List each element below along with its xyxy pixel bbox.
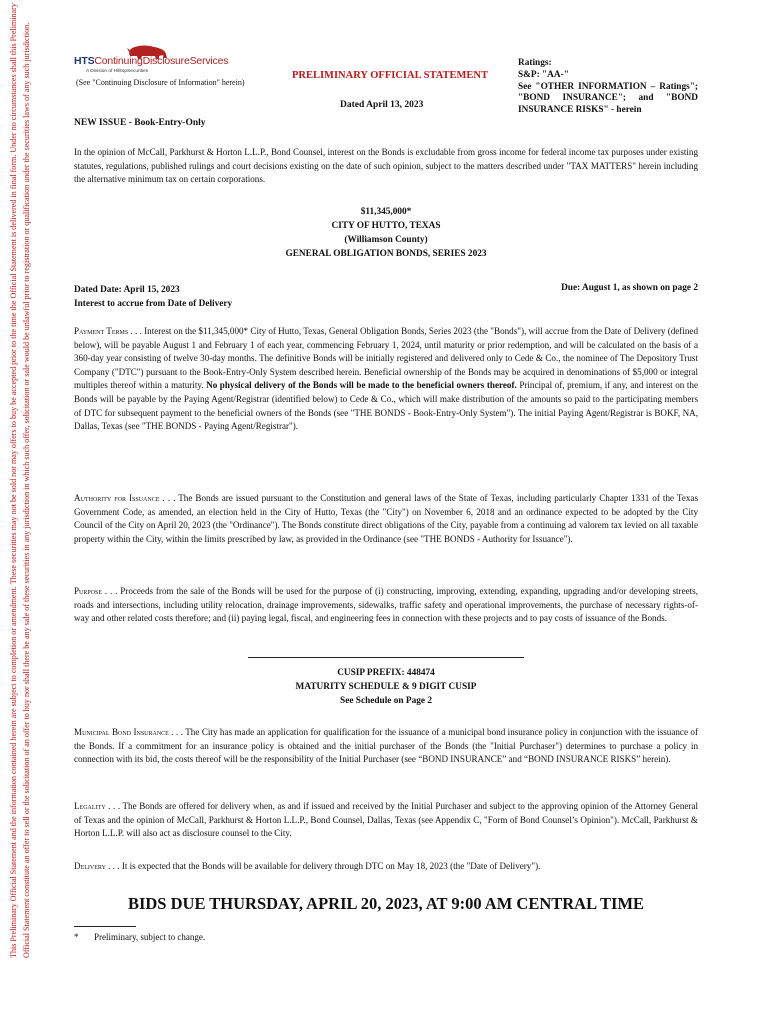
footnote-text: Preliminary, subject to change.: [94, 932, 206, 942]
authority-section: Authority for Issuance . . . The Bonds are issued pursuant to the Constitution and general laws of the State of Texas, including particularly Chapter 1331 of the Texas Government Code, as amended, an election held in the City of Hutto, Texas (the "City") on November 6, 2018 and an ordinance expected to be adopted by the City Council of the City on April 20, 2023 (the "Ordinance"). The Bonds constitute direct obligations of the City, payable from a continuing ad valorem tax levied on all taxable property within the City, within the limits prescribed by law, as provided in the Ordinance (see "THE BONDS - Authority for Issuance").: [74, 493, 698, 544]
purpose-section: Purpose . . . Proceeds from the sale of the Bonds will be used for the purpose of (i) constructing, improving, extending, expanding, upgrading and/or developing streets, roads and intersections, including utility relocation, drainage improvements, sidewalks, traffic safety and operational improvements, the purchase of necessary rights-of-way and other related costs therefore; and (ii) paying legal, fiscal, and engineering fees in connection with these projects and to pay costs of issuance of the Bonds.: [74, 586, 698, 624]
schedule-reference: See Schedule on Page 2: [340, 696, 432, 706]
section-heading: Authority for Issuance: [74, 493, 160, 503]
footnote-mark: *: [74, 932, 79, 942]
cusip-divider: [248, 657, 524, 658]
ratings-block: [518, 58, 698, 117]
dated-date: Dated Date: April 15, 2023: [74, 285, 180, 295]
document-title: PRELIMINARY OFFICIAL STATEMENT: [291, 70, 489, 81]
logo-wordmark: HTSContinuingDisclosureServices: [74, 55, 229, 67]
tax-opinion: In the opinion of McCall, Parkhurst & Horton L.L.P., Bond Counsel, interest on the Bonds is excludable from gross income for federal income tax purposes under existing statutes, regulations, published rulings and court decisions existing on the date of such opinion, subject to the matters described under "TAX MATTERS" herein including the alternative minimum tax on certain corporations.: [74, 147, 698, 185]
due-date: Due: August 1, as shown on page 2: [561, 283, 698, 293]
side-notice: [8, 0, 70, 1024]
continuing-disclosure-note: (See "Continuing Disclosure of Information" herein): [76, 78, 245, 87]
maturity-schedule: MATURITY SCHEDULE & 9 DIGIT CUSIP: [295, 682, 477, 692]
ratings-sp: S&P: "AA-": [518, 69, 569, 80]
logo: [74, 44, 264, 80]
ratings-label: Ratings:: [518, 58, 552, 68]
cusip-block: [74, 666, 698, 708]
dated-line: Dated April 13, 2023: [340, 100, 424, 110]
section-heading: Delivery: [74, 861, 106, 871]
footnote-divider: [74, 926, 136, 927]
cusip-prefix: CUSIP PREFIX: 448474: [337, 668, 435, 678]
footnote: [74, 932, 205, 942]
issue-block: [74, 205, 698, 261]
bids-due-banner: BIDS DUE THURSDAY, APRIL 20, 2023, AT 9:00 AM CENTRAL TIME: [127, 894, 645, 913]
interest-accrual: Interest to accrue from Date of Delivery: [74, 299, 233, 309]
issuer-county: (Williamson County): [344, 235, 428, 245]
issue-amount: $11,345,000*: [360, 207, 412, 217]
logo-subtitle: A Division of HilltopSecurities: [86, 69, 149, 74]
section-heading: Purpose: [74, 586, 103, 596]
bond-series: GENERAL OBLIGATION BONDS, SERIES 2023: [285, 249, 487, 259]
bold-statement: No physical delivery of the Bonds will be made to the beneficial owners thereof.: [206, 380, 517, 391]
new-issue-line: NEW ISSUE - Book-Entry-Only: [74, 118, 206, 128]
section-heading: Payment Terms: [74, 326, 129, 336]
section-heading: Municipal Bond Insurance: [74, 727, 169, 737]
legality-section: Legality . . . The Bonds are offered for delivery when, as and if issued and received by the Initial Purchaser and subject to the approving opinion of the Attorney General of Texas and the opinion of McCall, Parkhurst & Horton L.L.P., Bond Counsel, Dallas, Texas (see Appendix C, "Form of Bond Counsel’s Opinion"). McCall, Parkhurst & Horton L.L.P. will also act as disclosure counsel to the City.: [74, 801, 698, 839]
issuer-name: CITY OF HUTTO, TEXAS: [331, 221, 441, 231]
ratings-see: See "OTHER INFORMATION – Ratings"; "BOND INSURANCE"; and "BOND INSURANCE RISKS" - herein: [518, 81, 698, 116]
payment-terms-section: Payment Terms . . . Interest on the $11,345,000* City of Hutto, Texas, General Obligation Bonds, Series 2023 (the "Bonds"), will accrue from the Date of Delivery (defined below), will be payable August 1 and February 1 of each year, commencing February 1, 2024, until maturity or prior redemption, and will be calculated on the basis of a 360-day year consisting of twelve 30-day months. The definitive Bonds will be initially registered and delivered only to Cede & Co., the nominee of The Depository Trust Company ("DTC") pursuant to the Book-Entry-Only System described herein. Beneficial ownership of the Bonds may be acquired in denominations of $5,000 or integral multiples thereof within a maturity. No physical delivery of the Bonds will be made to the beneficial owners thereof. Principal of, premium, if any, and interest on the Bonds will be payable by the Paying Agent/Registrar (identified below) to Cede & Co., which will make distribution of the amounts so paid to the participating members of DTC for subsequent payment to the beneficial owners of the Bonds (see "THE BONDS - Book-Entry-Only System"). The initial Paying Agent/Registrar is BOKF, NA, Dallas, Texas (see "THE BONDS - Paying Agent/Registrar").: [74, 326, 698, 432]
section-heading: Legality: [74, 801, 106, 811]
side-notice-text: This Preliminary Official Statement and the information contained herein are subject to completion or amendment. These securities may not be sold nor may offers to buy be accepted prior to the time the Official Statement is delivered in final form. Under no circumstances shall this Preliminary Official Statement constitute an offer to sell or the solicitation of an offer to buy nor shall there be any sale of these securities in any jurisdiction in which such offer, solicitation or sale would be unlawful prior to registration or qualification under the securities laws of any such jurisdiction.: [9, 3, 31, 958]
delivery-section: Delivery . . . It is expected that the Bonds will be available for delivery through DTC on May 18, 2023 (the "Date of Delivery").: [74, 861, 541, 871]
bond-insurance-section: Municipal Bond Insurance . . . The City has made an application for qualification for the issuance of a municipal bond insurance policy in conjunction with the issuance of the Bonds. If a commitment for an insurance policy is obtained and the initial purchaser of the Bonds (the "Initial Purchaser") determines to purchase a policy in connection with its bid, the costs thereof will be the responsibility of the Initial Purchaser (see “BOND INSURANCE” and “BOND INSURANCE RISKS” herein).: [74, 727, 698, 765]
dated-date-block: [74, 283, 232, 311]
